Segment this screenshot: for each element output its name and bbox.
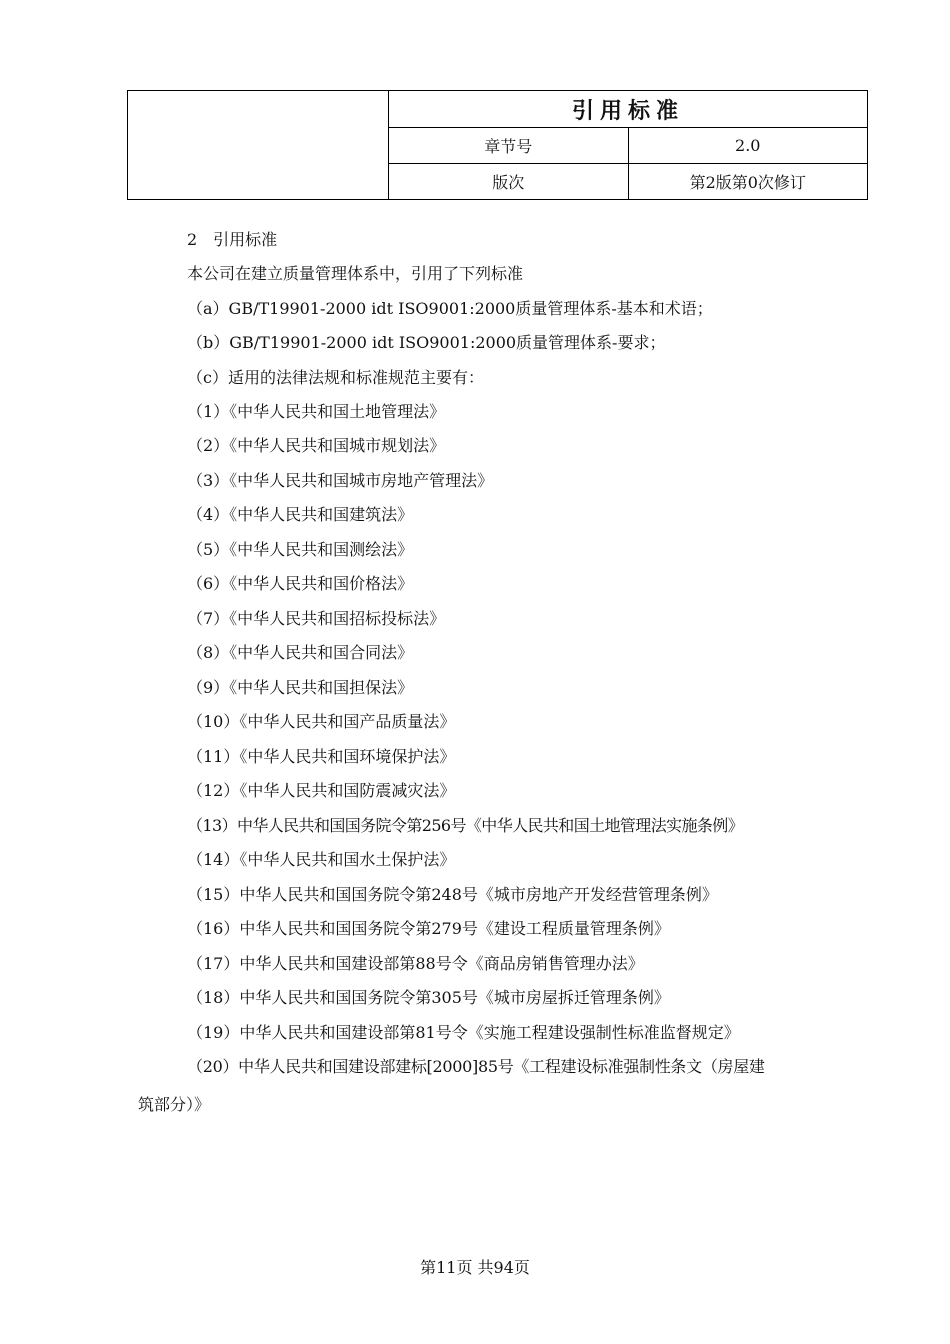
list-item-continuation: 筑部分）》 [138,1095,211,1114]
list-item: （10）《中华人民共和国产品质量法》 [187,712,456,731]
list-item: （13）中华人民共和国国务院令第256号《中华人民共和国土地管理法实施条例》 [187,816,744,835]
list-item: （6）《中华人民共和国价格法》 [187,574,414,593]
section-heading: 2 引用标准 [187,230,278,249]
list-item: （c）适用的法律法规和标准规范主要有： [187,368,484,387]
section-number-label: 章节号 [389,128,629,164]
document-title: 引用标准 [389,91,868,128]
logo-cell [128,91,389,200]
section-number-value: 2.0 [628,128,868,164]
list-item: （9）《中华人民共和国担保法》 [187,678,414,697]
list-item: （17）中华人民共和国建设部第88号令《商品房销售管理办法》 [187,954,644,973]
list-item: （12）《中华人民共和国防震减灾法》 [187,781,456,800]
document-header-table [127,90,868,200]
list-item: （a）GB/T19901-2000 idt ISO9001:2000质量管理体系-基本和术语； [187,299,713,318]
list-item: （7）《中华人民共和国招标投标法》 [187,609,446,628]
list-item: （1）《中华人民共和国土地管理法》 [187,402,446,421]
list-item: （5）《中华人民共和国测绘法》 [187,540,414,559]
intro-paragraph: 本公司在建立质量管理体系中，引用了下列标准 [187,264,524,283]
list-item: （20）中华人民共和国建设部建标[2000]85号《工程建设标准强制性条文（房屋建 [187,1057,765,1076]
list-item: （3）《中华人民共和国城市房地产管理法》 [187,471,494,490]
list-item: （15）中华人民共和国国务院令第248号《城市房地产开发经营管理条例》 [187,885,718,904]
list-item: （b）GB/T19901-2000 idt ISO9001:2000质量管理体系-要求； [187,333,666,352]
list-item: （2）《中华人民共和国城市规划法》 [187,436,446,455]
list-item: （8）《中华人民共和国合同法》 [187,643,414,662]
list-item: （16）中华人民共和国国务院令第279号《建设工程质量管理条例》 [187,919,670,938]
edition-label: 版次 [389,164,629,200]
list-item: （4）《中华人民共和国建筑法》 [187,505,414,524]
page-footer: 第11页 共94页 [420,1258,530,1277]
list-item: （11）《中华人民共和国环境保护法》 [187,747,456,766]
list-item: （18）中华人民共和国国务院令第305号《城市房屋拆迁管理条例》 [187,988,670,1007]
edition-value: 第2版第0次修订 [628,164,868,200]
list-item: （19）中华人民共和国建设部第81号令《实施工程建设强制性标准监督规定》 [187,1023,740,1042]
list-item: （14）《中华人民共和国水土保护法》 [187,850,456,869]
